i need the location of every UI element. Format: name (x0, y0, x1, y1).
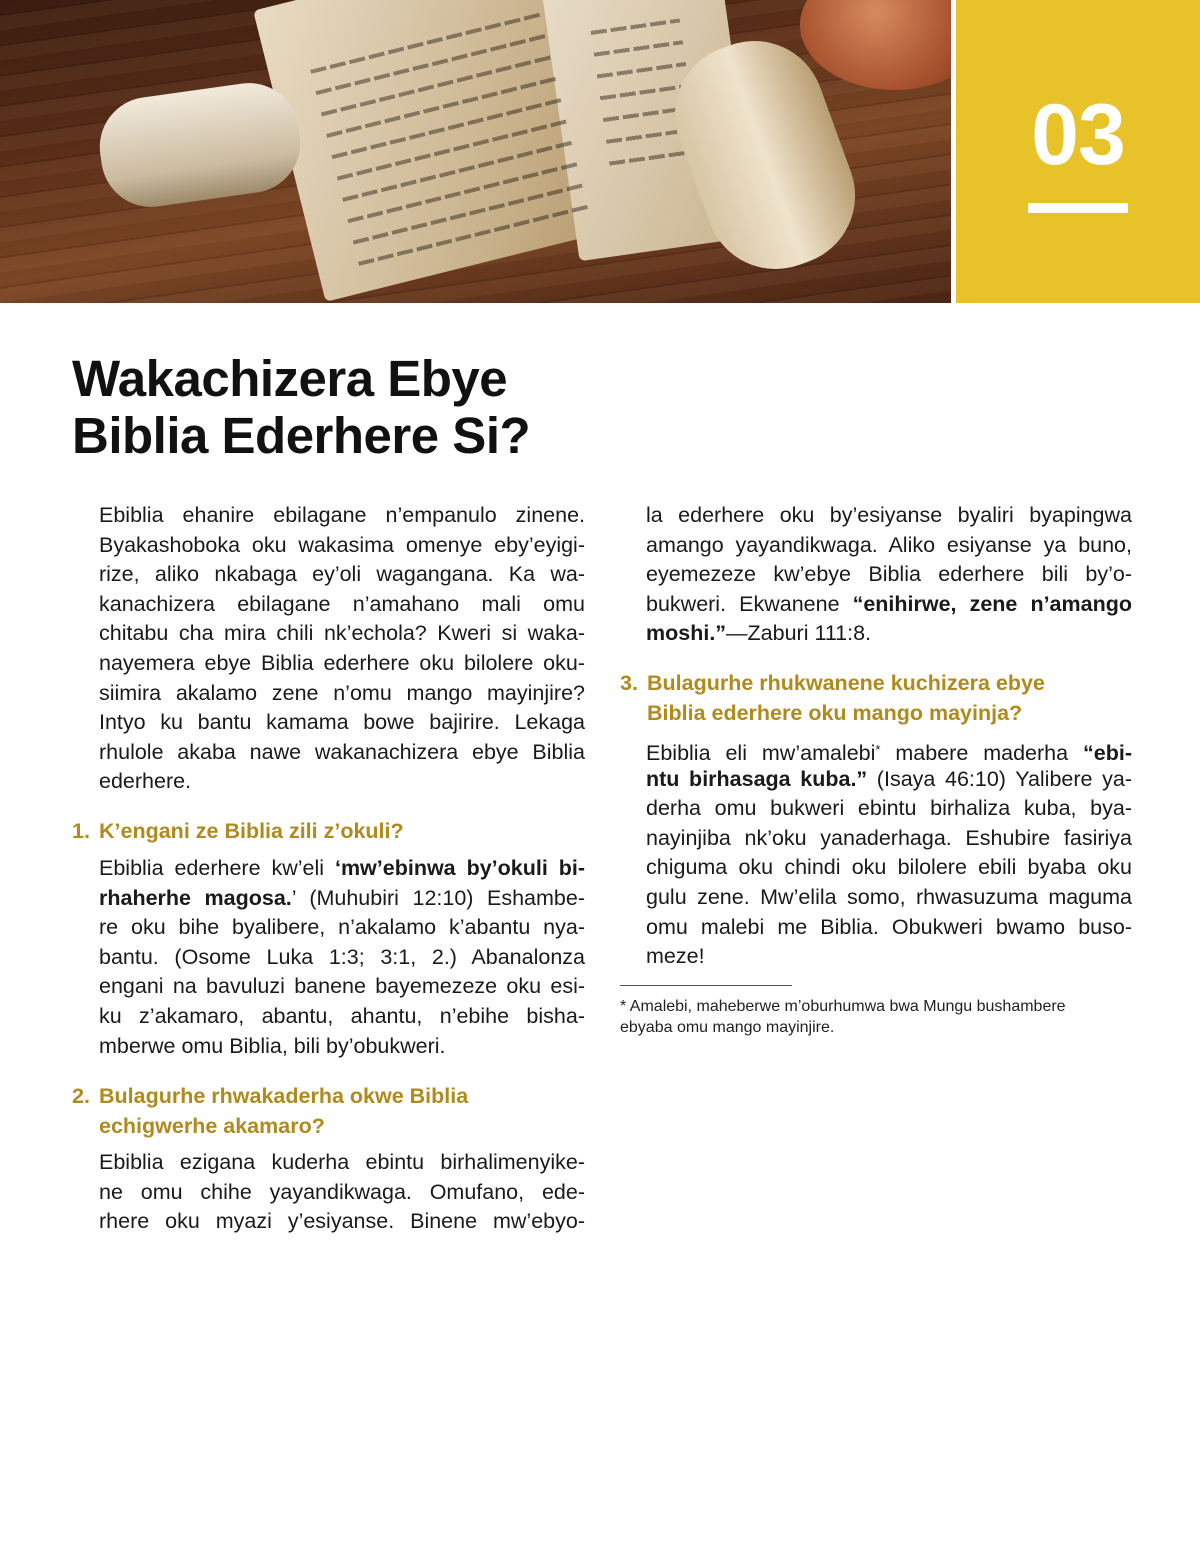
footnote-marker[interactable]: * (875, 742, 881, 757)
bold-quote: ‘mw’ebinwa by’okuli bi- (334, 856, 585, 880)
text-line: eyemezeze kw’ebye Biblia ederhere bili by’o- (646, 562, 1132, 587)
question-text: echigwerhe akamaro? (99, 1113, 325, 1138)
question-number: 2. (72, 1084, 90, 1108)
text-line: Intyo ku bantu kamama bowe bajirire. Lekaga (99, 710, 585, 735)
text-line: meze! (646, 944, 705, 969)
question-number: 3. (620, 671, 638, 695)
text-run: mabere maderha (880, 741, 1083, 765)
intro-paragraph (99, 501, 585, 797)
text-line (646, 735, 1132, 765)
lesson-number-badge (956, 0, 1200, 303)
text-run: Ebiblia eli mw’amalebi (646, 741, 876, 765)
text-line: la ederhere oku by’esiyanse byaliri byapingwa (646, 503, 1132, 527)
question-number: 1. (72, 819, 90, 843)
footnote (620, 996, 1066, 1038)
text-line: engani na bavuluzi banene bayemezeze oku esi- (99, 974, 585, 999)
question-text: Bulagurhe rhukwanene kuchizera ebye (647, 671, 1045, 695)
text-line: nayinjiba nk’oku yanaderhaga. Eshubire fasiriya (646, 825, 1132, 850)
text-line (646, 765, 1132, 795)
text-line (646, 590, 1132, 620)
section-2-paragraph-part2 (646, 501, 1132, 649)
hero-photo-scrolls (0, 0, 951, 303)
text-line: bantu. (Osome Luka 1:3; 3:1, 2.) Abanalonza (99, 944, 585, 969)
text-line: ne omu chihe yayandikwaga. Omufano, ede- (99, 1179, 585, 1204)
scripture-reference: —Zaburi 111:8. (726, 621, 872, 646)
text-line: ku z’akamaro, abantu, ahantu, n’ebihe bisha- (99, 1003, 585, 1028)
text-line: Ebiblia ezigana kuderha ebintu birhalimenyike- (99, 1150, 585, 1174)
text-line: re oku bihe byalibere, n’akalamo k’abantu nya- (99, 915, 585, 940)
text-line: chiguma oku chindi oku bilolere ebili byaba oku (646, 855, 1132, 880)
lesson-number: 03 (1031, 87, 1125, 183)
text-line: rhulole akaba nawe wakanachizera ebye Biblia (99, 739, 585, 764)
footnote-line: * Amalebi, maheberwe m’oburhumwa bwa Mungu bushambere (620, 998, 1066, 1015)
footnote-line: ebyaba omu mango mayinjire. (620, 1019, 835, 1036)
text-line: amango yayandikwaga. Aliko esiyanse ya buno, (646, 532, 1132, 557)
section-1-paragraph (99, 854, 585, 1061)
text-line: chitabu cha mira chili nk’echola? Kweri si waka- (99, 621, 585, 646)
question-text: K’engani ze Biblia zili z’okuli? (99, 819, 404, 843)
text-line (99, 884, 585, 914)
text-line: kanachizera ebilagane n’amahano mali omu (99, 591, 585, 616)
text-line: nayemera ebye Biblia ederhere oku bilolere oku- (99, 650, 585, 675)
bold-quote: “enihirwe, zene n’amango (852, 591, 1132, 616)
question-text: Bulagurhe rhwakaderha okwe Biblia (99, 1084, 469, 1108)
text-line: rhere oku myazi y’esiyanse. Binene mw’ebyo- (99, 1209, 585, 1234)
bold-quote: ntu birhasaga kuba.” (646, 766, 868, 791)
text-line: rize, aliko nkabaga ey’oli wagangana. Ka wa- (99, 562, 585, 587)
text-run: (Isaya 46:10) Yalibere ya- (867, 766, 1132, 791)
text-line: siimira akalamo zene n’omu mango mayinjire? (99, 680, 585, 705)
text-line: omu malebi me Biblia. Obukweri bwamo buso- (646, 914, 1132, 939)
text-line (99, 854, 585, 884)
text-line (646, 619, 1132, 649)
lesson-number-underline (1028, 203, 1128, 213)
text-run: bukweri. Ekwanene (646, 591, 853, 616)
text-line: derha omu bukweri ebintu birhaliza kuba, bya- (646, 796, 1132, 821)
text-run: ’ (Muhubiri 12:10) Eshambe- (291, 885, 585, 910)
page-title (72, 350, 530, 464)
question-text: Biblia ederhere oku mango mayinja? (647, 700, 1023, 725)
text-line: ederhere. (99, 769, 192, 794)
bold-quote: rhaherhe magosa. (99, 885, 292, 910)
bold-quote: “ebi- (1083, 741, 1132, 765)
text-line: mberwe omu Biblia, bili by’obukweri. (99, 1033, 446, 1058)
section-2-paragraph-part1 (99, 1148, 585, 1237)
page-title-line: Wakachizera Ebye (72, 350, 508, 407)
bold-quote: moshi.” (646, 621, 727, 646)
text-run: Ebiblia ederhere kw’eli (99, 856, 335, 880)
text-line: Ebiblia ehanire ebilagane n’empanulo zinene. (99, 503, 585, 527)
section-3-paragraph (646, 735, 1132, 972)
page-title-line: Biblia Ederhere Si? (72, 407, 531, 464)
footnote-divider (620, 985, 792, 986)
text-line: Byakashoboka oku wakasima omenye eby’eyigi- (99, 532, 585, 557)
text-line: gulu zene. Mw’elila somo, rhwasuzuma maguma (646, 884, 1132, 909)
